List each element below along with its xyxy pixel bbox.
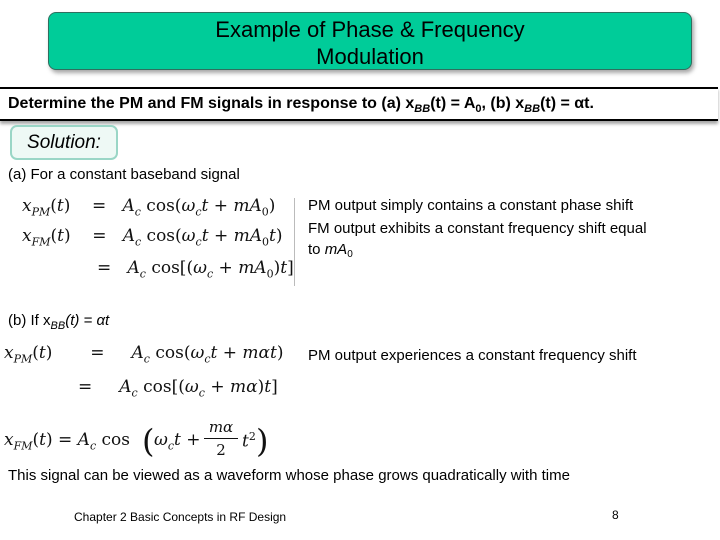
part-a-eq-fm: $x_{FM}(t)$ = $A_c$ $\cos(\omega_ct + mA_0t)$ [22,226,283,249]
page-number: 8 [612,508,619,522]
note-prefix: to [308,241,325,258]
part-a-note-pm: PM output simply contains a constant phase shift [308,197,634,214]
problem-statement-bar [0,87,718,121]
problem-statement [8,95,594,113]
problem-sub-2: 0 [475,103,482,115]
problem-part-1: Determine the PM and FM signals in response to (a) x [8,95,415,112]
part-b-heading [8,312,110,332]
part-a-note-fm: FM output exhibits a constant frequency shift equal [308,220,647,237]
note-sub: 0 [347,249,353,260]
part-b-heading-prefix: (b) If x [8,312,51,329]
part-b-eq-pm: $x_{PM}(t)$ = $A_c$ $\cos(\omega_ct + m\alpha t)$ [4,343,284,366]
slide-title [48,12,692,70]
note-var: mA [324,241,348,258]
part-a-note-fm-cont [308,241,353,258]
part-b-note-pm: PM output experiences a constant frequency shift [308,347,637,364]
part-b-heading-sub: BB [50,320,66,332]
problem-part-4: (t) = αt. [540,95,594,112]
conclusion-text: This signal can be viewed as a waveform whose phase grows quadratically with time [8,467,570,484]
part-a-heading: (a) For a constant baseband signal [8,166,240,183]
part-b-heading-suffix: (t) = αt [65,312,110,329]
title-line-2: Modulation [316,44,424,69]
part-b-eq-pm-simplified: = $A_c$ $\cos[(\omega_c + m\alpha)t]$ [78,377,278,400]
solution-label-box [10,125,118,160]
problem-part-2: (t) = A [430,95,476,112]
problem-sub-3: BB [524,103,541,115]
problem-part-3: , (b) x [481,95,525,112]
footer-chapter: Chapter 2 Basic Concepts in RF Design [74,510,287,524]
problem-sub-1: BB [414,103,431,115]
title-line-1: Example of Phase & Frequency [215,17,525,42]
equation-divider [290,198,295,286]
part-a-eq-pm: $x_{PM}(t)$ = $A_c$ $\cos(\omega_ct + mA_0)$ [22,196,276,219]
part-a-eq-fm-simplified: = $A_c$ $\cos[(\omega_c + mA_0)t]$ [97,258,294,281]
solution-label: Solution: [27,132,101,153]
